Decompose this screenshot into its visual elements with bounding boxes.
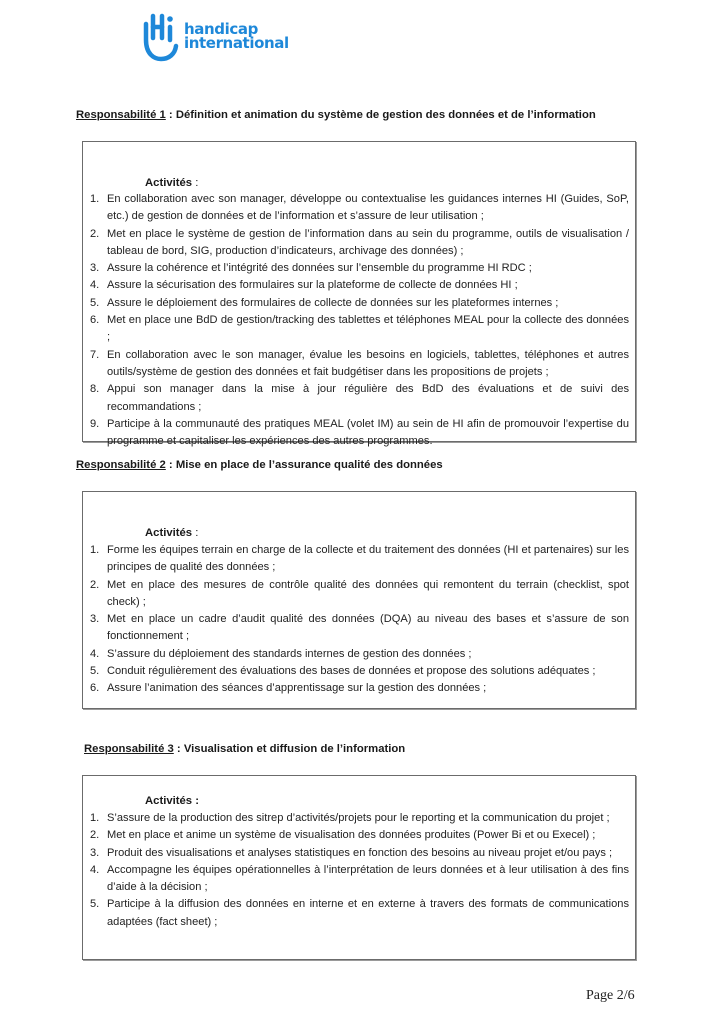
responsibility-2-activities-box (82, 491, 636, 709)
item-text: Assure l’animation des séances d’apprentissage sur la gestion des données ; (107, 682, 487, 695)
list-item (83, 680, 635, 697)
item-text: Met en place une BdD de gestion/tracking des tablettes et téléphones MEAL pour la collecte des données ; (107, 314, 629, 344)
activities-label-text: Activités (145, 177, 193, 189)
item-text: Participe à la communauté des pratiques MEAL (volet IM) au sein de HI afin de promouvoir l’expertise du programme et capitaliser les expériences des autres programmes. (107, 417, 629, 448)
item-text: Met en place et anime un système de visualisation des données produites (Power Bi et ou Execel) ; (107, 829, 596, 842)
item-text: Forme les équipes terrain en charge de la collecte et du traitement des données (HI et partenaires) sur les principes de qualité des données ; (107, 544, 629, 574)
responsibility-3-activities-box (82, 775, 636, 960)
item-text: Met en place des mesures de contrôle qualité des données qui remontent du terrain (checklist, spot check) ; (107, 578, 629, 608)
item-text: Participe à la diffusion des données en interne et en externe à travers des formats de communications adaptées (fact sheet) ; (107, 898, 629, 928)
logo-line-2: international (184, 34, 289, 52)
activities-label (145, 527, 198, 539)
list-item (83, 542, 635, 577)
responsibility-2-heading (76, 459, 443, 471)
item-text: Met en place le système de gestion de l’information dans au sein du programme, outils de visualisation / tableau de bord, SIG, production d’indicateurs, archivage des données) ; (107, 227, 629, 257)
activities-label-colon: : (192, 527, 199, 539)
list-item (83, 663, 635, 680)
responsibility-3-title: : Visualisation et diffusion de l’information (173, 743, 406, 755)
activities-label-text: Activités : (145, 795, 199, 807)
responsibility-3-heading (84, 743, 405, 755)
item-number: 3. (90, 262, 100, 275)
list-item (83, 416, 635, 451)
responsibility-3-activity-list (83, 810, 635, 931)
responsibility-1-title: : Définition et animation du système de gestion des données et de l’information (165, 109, 596, 121)
list-item (83, 862, 635, 897)
item-number: 7. (90, 348, 100, 361)
item-number: 4. (90, 279, 100, 292)
responsibility-1-activity-list (83, 191, 635, 450)
list-item (83, 810, 635, 827)
item-text: Assure la cohérence et l’intégrité des données sur l’ensemble du programme HI RDC ; (107, 262, 532, 275)
item-number: 1. (90, 193, 100, 205)
item-text: En collaboration avec son manager, développe ou contextualise les guidances internes HI (Guides, SoP, etc.) de gestion de données et de l’information et s’assure de leur utilisation ; (107, 193, 629, 223)
activities-label (145, 795, 199, 807)
list-item (83, 191, 635, 226)
item-number: 3. (90, 846, 100, 859)
list-item (83, 646, 635, 663)
item-text: S’assure de la production des sitrep d’activités/projets pour le reporting et la communication du projet ; (107, 812, 610, 824)
responsibility-1-label: Responsabilité 1 (76, 109, 166, 121)
list-item (83, 611, 635, 646)
item-text: Assure le déploiement des formulaires de collecte de données sur les plateformes internes ; (107, 296, 559, 309)
page-number: Page 2/6 (586, 988, 635, 1003)
item-number: 4. (90, 647, 100, 660)
item-text: Accompagne les équipes opérationnelles à l’interprétation de leurs données et à leur utilisation à des fins d’aide à la décision ; (107, 863, 629, 894)
responsibility-2-label: Responsabilité 2 (76, 459, 166, 471)
list-item (83, 347, 635, 382)
item-number: 3. (90, 613, 100, 626)
item-number: 6. (90, 314, 100, 327)
list-item (83, 277, 635, 294)
activities-label-text: Activités (145, 527, 193, 539)
item-text: S’assure du déploiement des standards internes de gestion des données ; (107, 647, 472, 660)
item-number: 1. (90, 812, 100, 824)
responsibility-2-title: : Mise en place de l’assurance qualité des données (165, 459, 443, 471)
item-text: Produit des visualisations et analyses statistiques en fonction des besoins au niveau projet et/ou pays ; (107, 846, 613, 859)
list-item (83, 260, 635, 277)
item-number: 8. (90, 383, 100, 396)
item-number: 5. (90, 898, 100, 911)
item-number: 4. (90, 863, 100, 876)
logo-line-1: handicap (184, 20, 258, 38)
list-item (83, 827, 635, 844)
item-text: Assure la sécurisation des formulaires sur la plateforme de collecte de données HI ; (107, 279, 518, 292)
item-text: En collaboration avec le son manager, évalue les besoins en logiciels, tablettes, téléphones et autres outils/système de gestion des données et fait budgétiser dans les propositions de projets ; (107, 348, 629, 378)
item-text: Met en place un cadre d’audit qualité des données (DQA) au niveau des bases et s’assure de son fonctionnement ; (107, 613, 629, 643)
item-number: 2. (90, 829, 100, 842)
list-item (83, 295, 635, 312)
activities-label (145, 177, 198, 189)
item-number: 9. (90, 417, 100, 430)
item-number: 6. (90, 682, 100, 695)
item-number: 1. (90, 544, 100, 556)
list-item (83, 577, 635, 612)
item-number: 2. (90, 578, 100, 591)
list-item (83, 896, 635, 931)
responsibility-2-activity-list (83, 542, 635, 698)
item-number: 5. (90, 296, 100, 309)
list-item (83, 312, 635, 347)
logo-wordmark (184, 22, 289, 50)
organization-logo (140, 8, 289, 64)
list-item (83, 381, 635, 416)
responsibility-1-activities-box (82, 141, 636, 448)
list-item (83, 226, 635, 261)
responsibility-3-label: Responsabilité 3 (84, 743, 174, 755)
list-item (83, 845, 635, 862)
item-text: Appui son manager dans la mise à jour régulière des BdD des évaluations et de suivi des recommandations ; (107, 383, 629, 413)
item-number: 2. (90, 227, 100, 240)
item-text: Conduit régulièrement des évaluations des bases de données et propose des solutions adéquates ; (107, 665, 596, 678)
hand-hi-logo-icon (140, 10, 180, 62)
item-number: 5. (90, 665, 100, 678)
responsibility-1-heading (76, 109, 596, 121)
activities-label-colon: : (192, 177, 199, 189)
